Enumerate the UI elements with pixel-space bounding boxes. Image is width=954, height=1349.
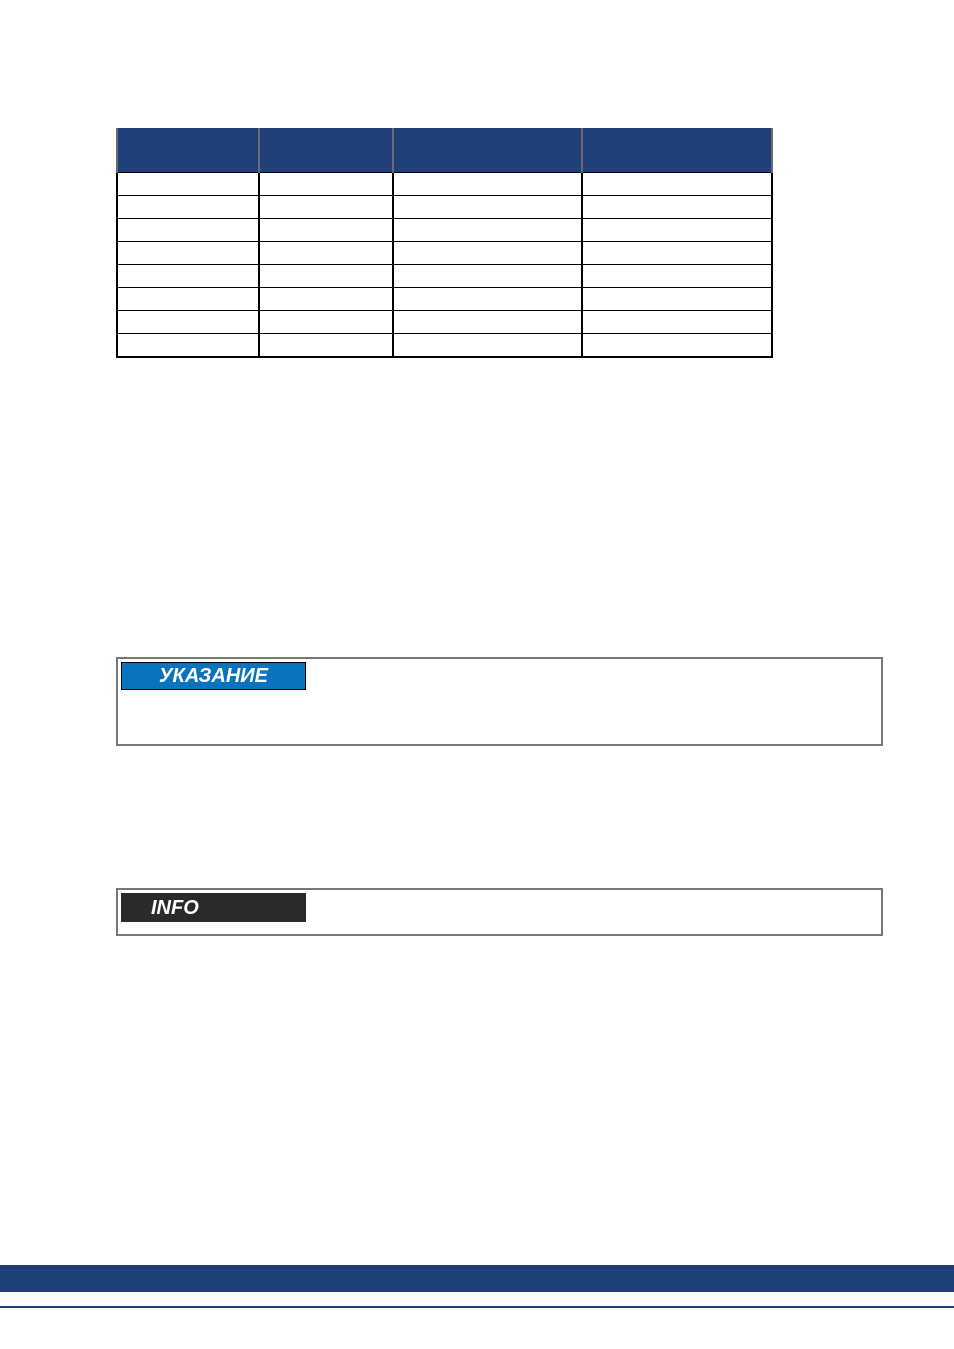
table-cell	[259, 265, 393, 288]
table-row	[117, 219, 772, 242]
footer-rule	[0, 1306, 954, 1308]
table-cell	[117, 334, 259, 358]
table-cell	[259, 219, 393, 242]
table-header-cell	[582, 129, 772, 173]
table-row	[117, 334, 772, 358]
note-box	[116, 657, 883, 746]
table-row	[117, 242, 772, 265]
table-cell	[582, 173, 772, 196]
table-row	[117, 265, 772, 288]
table-cell	[393, 173, 582, 196]
table-cell	[259, 196, 393, 219]
table-row	[117, 288, 772, 311]
table-cell	[393, 311, 582, 334]
table-row	[117, 173, 772, 196]
table-cell	[117, 288, 259, 311]
table-cell	[117, 265, 259, 288]
footer-band	[0, 1265, 954, 1292]
table-cell	[117, 242, 259, 265]
table-cell	[259, 311, 393, 334]
table-cell	[582, 219, 772, 242]
table-header-cell	[117, 129, 259, 173]
table-header-row	[117, 129, 772, 173]
info-label: INFO	[121, 893, 306, 922]
table-row	[117, 196, 772, 219]
table-cell	[582, 288, 772, 311]
table-cell	[393, 196, 582, 219]
table-header-cell	[393, 129, 582, 173]
table-cell	[117, 173, 259, 196]
table-cell	[393, 265, 582, 288]
table-cell	[259, 288, 393, 311]
table-header-cell	[259, 129, 393, 173]
table-cell	[117, 219, 259, 242]
table-row	[117, 311, 772, 334]
table-cell	[582, 265, 772, 288]
table-cell	[259, 242, 393, 265]
table-cell	[582, 242, 772, 265]
table-cell	[582, 196, 772, 219]
info-box	[116, 888, 883, 936]
table-cell	[117, 196, 259, 219]
note-label: УКАЗАНИЕ	[121, 662, 306, 690]
table-cell	[393, 219, 582, 242]
table-cell	[393, 334, 582, 358]
table-cell	[117, 311, 259, 334]
table-cell	[393, 242, 582, 265]
table-cell	[582, 311, 772, 334]
table-cell	[393, 288, 582, 311]
table-cell	[259, 334, 393, 358]
table-cell	[259, 173, 393, 196]
spec-table	[116, 128, 773, 358]
table-cell	[582, 334, 772, 358]
